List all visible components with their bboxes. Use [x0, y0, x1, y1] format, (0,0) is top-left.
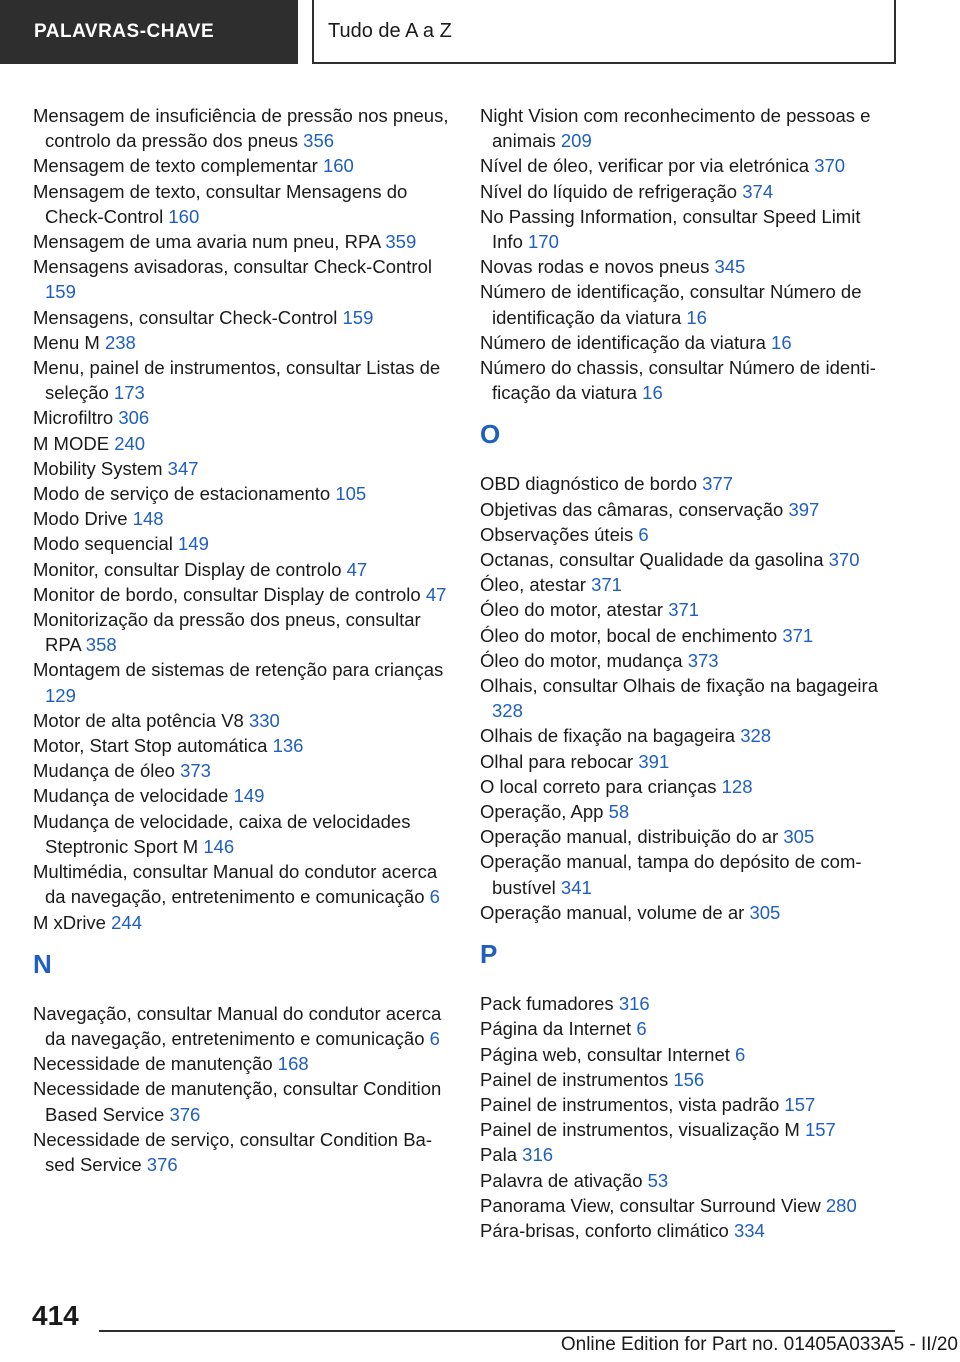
page-reference-link[interactable]: 105 — [335, 483, 367, 505]
index-entry — [480, 179, 892, 204]
index-entry-text: Objetivas das câmaras, conservação — [480, 498, 784, 520]
index-entry-text: Operação manual, volume de ar — [480, 901, 745, 923]
index-entry — [480, 900, 892, 925]
index-entry-text: Página da Internet — [480, 1018, 632, 1040]
index-entry-text: Palavra de ativação — [480, 1169, 643, 1191]
page-reference-link[interactable]: 157 — [784, 1093, 816, 1115]
index-entry-text: Número de identificação da viatura — [480, 331, 766, 353]
index-entry — [480, 355, 892, 405]
index-entry — [480, 1092, 892, 1117]
index-entry-text: O local correto para crianças — [480, 775, 717, 797]
index-entry — [480, 991, 892, 1016]
index-entry — [33, 859, 449, 909]
index-entry-text: Monitor de bordo, consultar Display de controlo — [33, 583, 421, 605]
index-entry — [33, 355, 449, 405]
index-entry — [33, 783, 449, 808]
page-reference-link[interactable]: 244 — [111, 911, 142, 933]
index-entry — [480, 824, 892, 849]
index-entry-text: Necessidade de serviço, consultar Condition Based Service — [33, 1128, 432, 1175]
page-reference-link[interactable]: 316 — [618, 993, 650, 1015]
index-entry — [33, 330, 449, 355]
page-reference-link[interactable]: 373 — [687, 649, 719, 671]
index-entry-text: Observações úteis — [480, 523, 634, 545]
page-reference-link[interactable]: 159 — [45, 281, 76, 303]
index-entry — [480, 799, 892, 824]
index-entry — [480, 1067, 892, 1092]
index-section-letter: N — [33, 948, 52, 979]
page-reference-link[interactable]: 6 — [429, 1027, 440, 1049]
page-reference-link[interactable]: 159 — [342, 306, 374, 328]
index-entry — [33, 1001, 449, 1051]
index-entry — [33, 506, 449, 531]
index-entry-text: Octanas, consultar Qualidade da gasolina — [480, 549, 824, 571]
index-entry — [33, 305, 449, 330]
index-entry-text: Navegação, consultar Manual do condutor acerca da navegação, entretenimento e comunicação — [33, 1002, 442, 1049]
index-entry — [480, 522, 892, 547]
index-entry-text: Painel de instrumentos — [480, 1068, 669, 1090]
page-reference-link[interactable]: 47 — [346, 558, 368, 580]
index-entry — [33, 582, 449, 607]
index-entry — [33, 254, 449, 304]
page-reference-link[interactable]: 240 — [114, 432, 146, 454]
footer-edition-text: Online Edition for Part no. 01405A033A5 - II/20 — [560, 1334, 958, 1355]
page-reference-link[interactable]: 341 — [560, 876, 592, 898]
page-reference-link[interactable]: 359 — [385, 231, 417, 253]
page-reference-link[interactable]: 6 — [638, 523, 649, 545]
index-entry — [480, 1218, 892, 1243]
index-entry — [480, 103, 892, 153]
index-entry-text: No Passing Information, consultar Speed Limit Info — [480, 205, 861, 253]
index-entry-text: Óleo, atestar — [480, 574, 586, 596]
index-entry — [33, 153, 449, 178]
page-reference-link[interactable]: 391 — [638, 750, 670, 772]
index-entry — [480, 204, 892, 254]
page-reference-link[interactable]: 377 — [702, 473, 734, 495]
index-entry — [480, 330, 892, 355]
index-entry-text: Página web, consultar Internet — [480, 1043, 730, 1065]
page-reference-link[interactable]: 53 — [647, 1169, 669, 1191]
index-entry — [33, 557, 449, 582]
index-entry-text: Modo sequencial — [33, 533, 173, 555]
index-entry-text: Painel de instrumentos, vista padrão — [480, 1093, 780, 1115]
index-entry — [480, 597, 892, 622]
index-entry-text: Mudança de velocidade, caixa de velocidades Steptronic Sport M — [33, 810, 411, 857]
page-reference-link[interactable]: 6 — [735, 1043, 746, 1065]
page-reference-link[interactable]: 173 — [113, 382, 145, 404]
page-reference-link[interactable]: 148 — [132, 508, 164, 530]
section-tab: PALAVRAS-CHAVE — [0, 0, 298, 64]
index-entry — [480, 1042, 892, 1067]
index-entry — [480, 623, 892, 648]
index-entry-text: Montagem de sistemas de retenção para crianças — [33, 659, 444, 681]
index-entry-text: Número do chassis, consultar Número de identificação da viatura — [480, 357, 876, 404]
index-entry — [480, 1142, 892, 1167]
footer-divider — [99, 1330, 895, 1332]
index-entry-text: M xDrive — [33, 911, 106, 933]
index-entry — [480, 723, 892, 748]
page-reference-link[interactable]: 160 — [322, 155, 354, 177]
page-reference-link[interactable]: 305 — [749, 901, 781, 923]
page-reference-link[interactable]: 6 — [429, 886, 440, 908]
page-reference-link[interactable]: 316 — [522, 1144, 554, 1166]
page-reference-link[interactable]: 347 — [167, 457, 199, 479]
page-reference-link[interactable]: 356 — [303, 130, 335, 152]
page-reference-link[interactable]: 373 — [180, 760, 211, 782]
index-entry-text: Motor, Start Stop automática — [33, 735, 268, 757]
page-reference-link[interactable]: 146 — [203, 835, 235, 857]
index-entry-text: Mensagens, consultar Check-Control — [33, 306, 338, 328]
index-entry — [33, 809, 449, 859]
subsection-tab: Tudo de A a Z — [312, 0, 896, 64]
page-reference-link[interactable]: 370 — [814, 155, 846, 177]
page-reference-link[interactable]: 156 — [673, 1068, 705, 1090]
page-reference-link[interactable]: 238 — [104, 331, 136, 353]
index-entry-text: Operação manual, distribuição do ar — [480, 826, 779, 848]
index-entry — [480, 279, 892, 329]
index-entry — [480, 471, 892, 496]
page-reference-link[interactable]: 280 — [825, 1194, 857, 1216]
index-entry — [33, 1127, 449, 1177]
index-entry-text: Óleo do motor, mudança — [480, 649, 683, 671]
page-reference-link[interactable]: 128 — [721, 775, 753, 797]
page-reference-link[interactable]: 370 — [828, 549, 860, 571]
index-entry-text: Mudança de velocidade — [33, 785, 229, 807]
index-entry — [33, 1051, 449, 1076]
index-entry-text: Modo Drive — [33, 508, 128, 530]
index-entry-text: Night Vision com reconhecimento de pessoas e animais — [480, 105, 871, 152]
index-entry — [33, 431, 449, 456]
index-entry — [480, 749, 892, 774]
index-entry — [33, 607, 449, 657]
page-reference-link[interactable]: 160 — [168, 205, 200, 227]
page-reference-link[interactable]: 334 — [733, 1219, 765, 1241]
page-reference-link[interactable]: 371 — [591, 574, 622, 596]
index-entry-text: Mensagem de insuficiência de pressão nos pneus, controlo da pressão dos pneus — [33, 105, 449, 152]
index-entry-text: Novas rodas e novos pneus — [480, 256, 710, 278]
index-entry — [33, 103, 449, 153]
page-reference-link[interactable]: 170 — [528, 231, 559, 253]
index-entry-text: Óleo do motor, atestar — [480, 599, 664, 621]
page-reference-link[interactable]: 168 — [277, 1053, 309, 1075]
index-entry-text: Pára-brisas, conforto climático — [480, 1219, 729, 1241]
index-entry-text: Mensagem de texto, consultar Mensagens do Check-Control — [33, 180, 408, 227]
index-entry — [33, 1076, 449, 1126]
page-reference-link[interactable]: 374 — [742, 180, 774, 202]
index-column-left — [33, 103, 449, 1177]
index-entry-text: Monitor, consultar Display de controlo — [33, 558, 342, 580]
index-entry — [480, 1168, 892, 1193]
index-entry-text: Necessidade de manutenção — [33, 1053, 273, 1075]
page-reference-link[interactable]: 16 — [686, 306, 707, 328]
index-entry-text: Operação manual, tampa do depósito de combustível — [480, 851, 862, 898]
index-entry — [33, 531, 449, 556]
page-reference-link[interactable]: 358 — [85, 634, 117, 656]
index-entry-text: M MODE — [33, 432, 110, 454]
page-reference-link[interactable]: 129 — [45, 684, 76, 706]
page-header — [0, 0, 960, 66]
index-entry-text: Pala — [480, 1144, 518, 1166]
page-reference-link[interactable]: 371 — [668, 599, 700, 621]
page-reference-link[interactable]: 328 — [740, 725, 772, 747]
index-entry-text: Mobility System — [33, 457, 163, 479]
page-reference-link[interactable]: 149 — [233, 785, 265, 807]
index-entry-text: Microfiltro — [33, 407, 114, 429]
index-column-right — [480, 103, 892, 1243]
index-entry — [33, 456, 449, 481]
index-entry — [480, 648, 892, 673]
index-entry — [33, 708, 449, 733]
index-section-letter: P — [480, 939, 498, 970]
page-reference-link[interactable]: 397 — [788, 498, 820, 520]
page-reference-link[interactable]: 149 — [178, 533, 209, 555]
index-entry — [33, 179, 449, 229]
index-entry-text: Nível do líquido de refrigeração — [480, 180, 738, 202]
index-entry — [480, 497, 892, 522]
page-reference-link[interactable]: 371 — [782, 624, 814, 646]
index-entry — [480, 547, 892, 572]
index-entry-text: Mensagem de texto complementar — [33, 155, 318, 177]
index-entry-text: Mensagem de uma avaria num pneu, RPA — [33, 231, 381, 253]
index-entry — [480, 254, 892, 279]
index-entry-text: Número de identificação, consultar Número de identificação da viatura — [480, 281, 862, 328]
index-entry — [33, 657, 449, 707]
page-number: 414 — [32, 1300, 79, 1331]
index-entry-text: Panorama View, consultar Surround View — [480, 1194, 821, 1216]
index-entry — [33, 910, 449, 935]
index-entry-text: Menu M — [33, 331, 100, 353]
page-reference-link[interactable]: 209 — [560, 130, 592, 152]
index-entry — [480, 849, 892, 899]
index-entry-text: Modo de serviço de estacionamento — [33, 483, 331, 505]
page-reference-link[interactable]: 328 — [492, 700, 523, 722]
index-entry-text: Mudança de óleo — [33, 760, 175, 782]
index-entry-text: Óleo do motor, bocal de enchimento — [480, 624, 778, 646]
index-entry — [480, 774, 892, 799]
index-entry-text: Monitorização da pressão dos pneus, consultar RPA — [33, 609, 421, 656]
index-entry-text: Olhais de fixação na bagageira — [480, 725, 736, 747]
index-section-letter: O — [480, 419, 501, 450]
page-reference-link[interactable]: 16 — [771, 331, 792, 353]
page-reference-link[interactable]: 16 — [642, 382, 663, 404]
index-entry-text: Painel de instrumentos, visualização M — [480, 1119, 800, 1141]
page-reference-link[interactable]: 6 — [636, 1018, 647, 1040]
index-entry-text: Pack fumadores — [480, 993, 614, 1015]
page-reference-link[interactable]: 345 — [714, 256, 746, 278]
page-reference-link[interactable]: 376 — [146, 1153, 178, 1175]
index-entry-text: Olhal para rebocar — [480, 750, 634, 772]
index-entry-text: Necessidade de manutenção, consultar Condition Based Service — [33, 1078, 442, 1125]
index-entry — [33, 733, 449, 758]
index-entry — [33, 405, 449, 430]
index-entry-text: Nível de óleo, verificar por via eletrónica — [480, 155, 810, 177]
page-reference-link[interactable]: 305 — [783, 826, 815, 848]
page-reference-link[interactable]: 330 — [248, 709, 280, 731]
index-entry — [480, 1117, 892, 1142]
index-entry-text: Multimédia, consultar Manual do condutor acerca da navegação, entretenimento e comunicação — [33, 861, 438, 908]
index-entry-text: Operação, App — [480, 801, 604, 823]
index-entry-text: Motor de alta potência V8 — [33, 709, 244, 731]
index-entry-text: Mensagens avisadoras, consultar Check-Control — [33, 256, 432, 278]
index-entry — [33, 758, 449, 783]
page-reference-link[interactable]: 157 — [804, 1119, 836, 1141]
index-entry — [33, 481, 449, 506]
index-entry — [480, 673, 892, 723]
index-entry-text: OBD diagnóstico de bordo — [480, 473, 697, 495]
index-entry-text: Menu, painel de instrumentos, consultar Listas de seleção — [33, 357, 441, 404]
index-entry — [480, 572, 892, 597]
page-reference-link[interactable]: 306 — [118, 407, 150, 429]
index-entry — [480, 1193, 892, 1218]
index-entry — [480, 153, 892, 178]
index-entry — [480, 1016, 892, 1041]
index-entry-text: Olhais, consultar Olhais de fixação na bagageira — [480, 675, 878, 697]
page-reference-link[interactable]: 376 — [169, 1103, 201, 1125]
index-entry — [33, 229, 449, 254]
page-reference-link[interactable]: 58 — [608, 801, 630, 823]
page-reference-link[interactable]: 136 — [272, 735, 304, 757]
page-reference-link[interactable]: 47 — [425, 583, 447, 605]
